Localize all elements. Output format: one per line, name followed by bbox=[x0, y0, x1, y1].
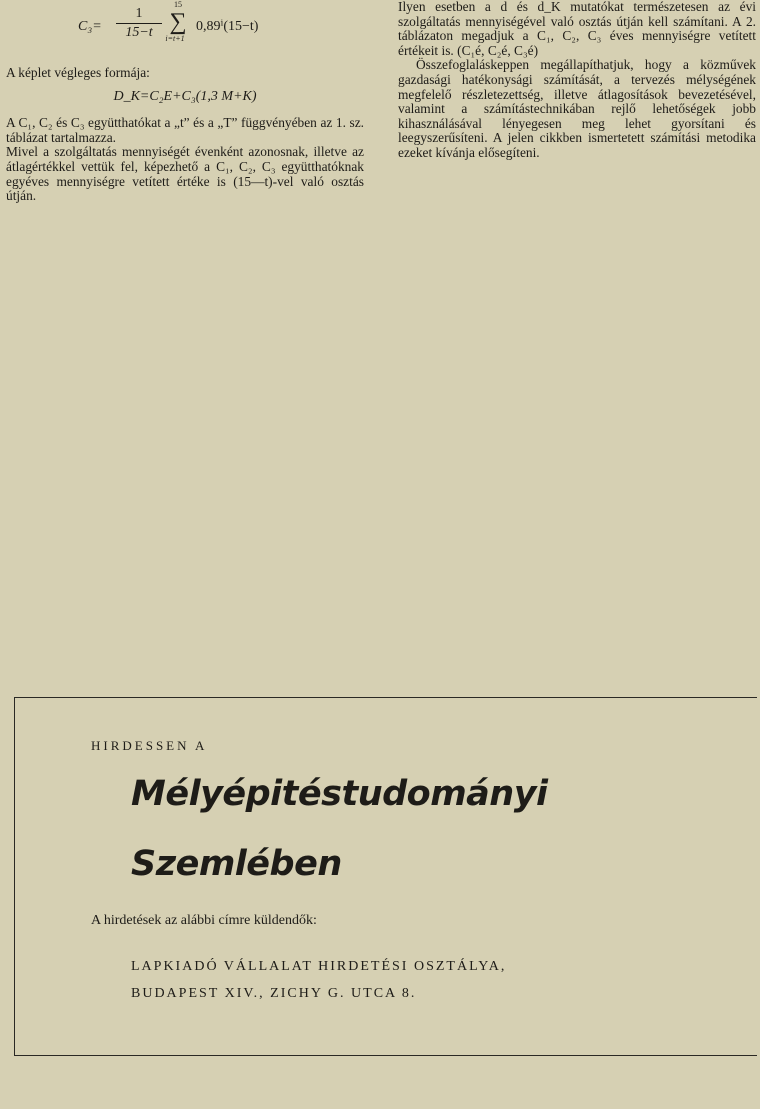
equation-dk: D_K=C₂E+C₃(1,3 M+K) bbox=[113, 88, 257, 104]
formula-intro: A képlet végleges formája: bbox=[6, 65, 150, 80]
ad-heading: HIRDESSEN A bbox=[91, 738, 208, 753]
advertisement-box bbox=[14, 697, 757, 1056]
ad-address-line-1: LAPKIADÓ VÁLLALAT HIRDETÉSI OSZTÁLYA, bbox=[131, 959, 507, 974]
equation-fraction bbox=[116, 6, 162, 41]
right-paragraph-2: Összefoglaláskeppen megállapíthatjuk, hogy a közművek gazdasági hatékonysági számítását, a tervezés mélységének megfelelő részletezettség, illetve átlagosítások bevezetésével, valamint a számítástechnikában rejlő lehetőségek jobb kihasználásával lényegesen meg lehet gyorsítani és leegyszerűsíteni. A jelen cikkben ismertetett számítási metodika ezeket kívánja elősegíteni. bbox=[398, 57, 756, 160]
equation-rest: 0,89ⁱ(15−t) bbox=[196, 19, 259, 34]
fraction-numerator: 1 bbox=[135, 6, 143, 21]
fraction-denominator: 15−t bbox=[125, 25, 153, 40]
left-paragraph-2: Mivel a szolgáltatás mennyiségét évenként azonosnak, illetve az átlagértékkel vettük fel, képezhető a C₁, C₂, C₃ együtthatóknak egyéves mennyiségre vetített értéke is (15—t)-vel való osztás útján. bbox=[6, 144, 364, 204]
right-column bbox=[398, 0, 756, 161]
ad-brand-line-2: Szemlében bbox=[131, 844, 342, 884]
left-column bbox=[6, 0, 364, 204]
sum-upper-limit: 15 bbox=[174, 0, 182, 9]
sum-lower-limit: i=t+1 bbox=[165, 34, 185, 43]
equation-c3 bbox=[6, 0, 364, 56]
ad-brand-line-1: Mélyépitéstudományi bbox=[131, 774, 548, 814]
fraction-bar bbox=[116, 23, 162, 24]
summation bbox=[165, 0, 191, 44]
ad-note: A hirdetések az alábbi címre küldendők: bbox=[91, 913, 317, 928]
equation-lhs: C₃= bbox=[78, 19, 102, 34]
sigma-symbol: ∑ bbox=[169, 9, 187, 35]
right-paragraph-1: Ilyen esetben a d és d_K mutatókat természetesen az évi szolgáltatás mennyiségével való osztás útján kell számítani. A 2. táblázaton megadjuk a C₁, C₂, C₃ éves mennyiségre vetített értékeit is. (C₁é, C₂é, C₃é) bbox=[398, 0, 756, 58]
left-paragraph-1: A C₁, C₂ és C₃ együtthatókat a „t” és a „T” függvényében az 1. sz. táblázat tartalmazza. bbox=[6, 115, 364, 145]
ad-address-line-2: BUDAPEST XIV., ZICHY G. UTCA 8. bbox=[131, 986, 417, 1001]
